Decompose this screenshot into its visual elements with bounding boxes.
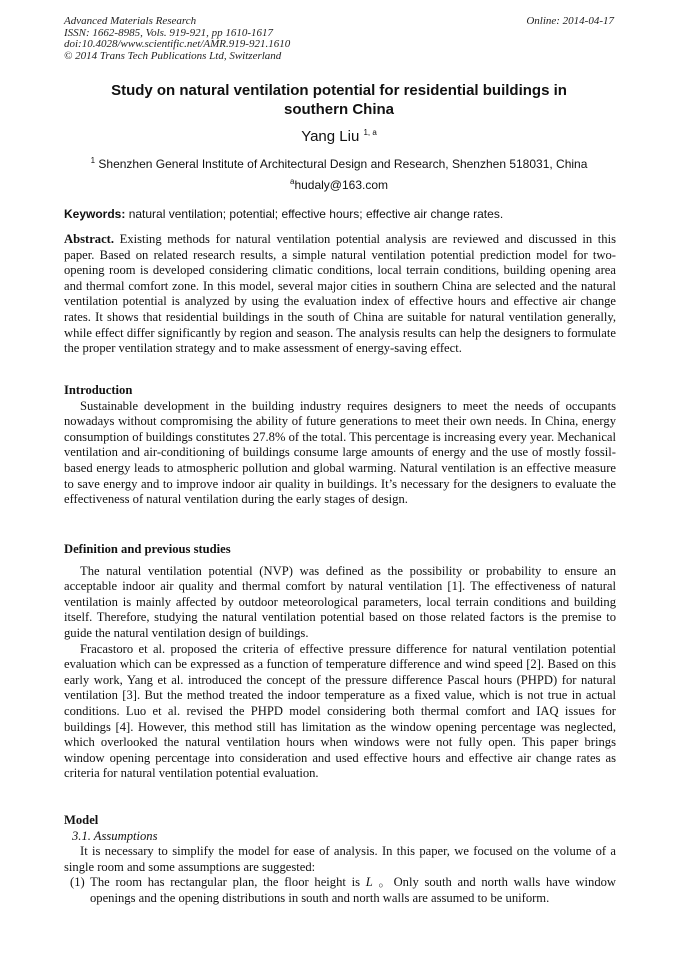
abstract-text: Existing methods for natural ventilation potential analysis are reviewed and discussed in this paper. Based on related research results, a simple natural ventilation potential prediction model for two-opening room is developed considering climatic conditions, local terrain conditions, building opening area and thermal comfort zone. In this model, several major cities in southern China are selected and the natural ventilation potential is analyzed by using the evaluation index of effective hours and effective air change rates. It shows that residential buildings in the south of China are suitable for natural ventilation generally, while effect differ significantly by region and season. The analysis results can help the designers to formulate the proper ventilation strategy and to make assessment of energy-saving effect. <box>64 232 616 356</box>
abstract-label: Abstract. <box>64 232 115 246</box>
author-line <box>0 128 678 145</box>
keywords <box>64 207 616 221</box>
abstract <box>64 232 616 357</box>
definition-section <box>64 542 616 782</box>
copyright-line: © 2014 Trans Tech Publications Ltd, Switzerland <box>64 49 282 62</box>
keywords-label: Keywords: <box>64 207 126 221</box>
keywords-text: natural ventilation; potential; effective hours; effective air change rates. <box>128 207 504 221</box>
affiliation-line <box>0 157 678 171</box>
affiliation-superscript: 1 <box>90 156 96 165</box>
author-superscript: 1, a <box>363 128 377 137</box>
introduction-heading: Introduction <box>64 383 133 397</box>
assumptions-paragraph: It is necessary to simplify the model for ease of analysis. In this paper, we focused on the volume of a single room and some assumptions are suggested: <box>64 844 616 874</box>
author-name: Yang Liu <box>301 128 360 145</box>
online-date: Online: 2014-04-17 <box>526 15 614 27</box>
item-number: (1) <box>70 875 85 890</box>
journal-name: Advanced Materials Research <box>64 15 197 27</box>
email-address: hudaly@163.com <box>294 178 389 192</box>
email-superscript: a <box>289 177 295 186</box>
affiliation: Shenzhen General Institute of Architectural Design and Research, Shenzhen 518031, China <box>98 157 588 171</box>
model-section <box>64 813 616 907</box>
assumption-item-1 <box>64 875 616 906</box>
item-text-a: The room has rectangular plan, the floor height is <box>90 875 360 890</box>
introduction-paragraph: Sustainable development in the building industry requires designers to meet the needs of occupants nowadays without compromising the ability of future generations to meet their own needs. In China, energy consumption of buildings constitutes 27.8% of the total. This percentage is increasing every year. Mechanical ventilation and air-conditioning of buildings consume large amounts of energy and the use of mostly fossil-based energy leads to atmospheric pollution and global warming. Natural ventilation is an effective measure to save energy and to improve indoor air quality in buildings. It’s necessary for the designers to evaluate the effectiveness of natural ventilation during the early stages of design. <box>64 398 616 507</box>
doi-line: doi:10.4028/www.scientific.net/AMR.919-921.1610 <box>64 38 291 50</box>
item-text-b: 。Only south and north walls have window openings and the opening distributions in south and north walls are assumed to be uniform. <box>90 875 617 905</box>
assumptions-heading: 3.1. Assumptions <box>72 828 158 843</box>
definition-heading: Definition and previous studies <box>64 542 231 556</box>
journal-header <box>64 16 290 62</box>
introduction-section <box>64 383 616 508</box>
paper-title: Study on natural ventilation potential for residential buildings in southern China <box>111 82 567 118</box>
item-variable: L <box>365 875 373 890</box>
definition-paragraph-2: Fracastoro et al. proposed the criteria of effective pressure difference for natural ventilation potential evaluation which can be expressed as a function of temperature difference and wind speed [2]. Based on this early work, Yang et al. introduced the concept of the pressure difference Pascal hours (PHPD) for natural ventilation [3]. But the method treated the indoor temperature as a fixed value, which is not true in actual conditions. Luo et al. revised the PHPD model considering both thermal comfort and IAQ issues for buildings [4]. However, this method still has limitation as the window opening percentage was neglected, which overlooked the natural ventilation hours when windows were not fully open. This paper brings window opening percentage into consideration and used effective hours and effective air change rates as criteria for natural ventilation potential evaluation. <box>64 641 616 781</box>
model-heading: Model <box>64 813 99 827</box>
issn-line: ISSN: 1662-8985, Vols. 919-921, pp 1610-1617 <box>64 26 273 39</box>
email-line <box>0 178 678 192</box>
definition-paragraph-1: The natural ventilation potential (NVP) was defined as the possibility or probability to ensure an acceptable indoor air quality and thermal comfort by natural ventilation [1]. The effectiveness of natural ventilation is mainly affected by outdoor meteorological parameters, local terrain conditions and building itself. Therefore, studying the natural ventilation potential based on those related factors is the premise to guide the natural ventilation design of buildings. <box>64 563 616 640</box>
